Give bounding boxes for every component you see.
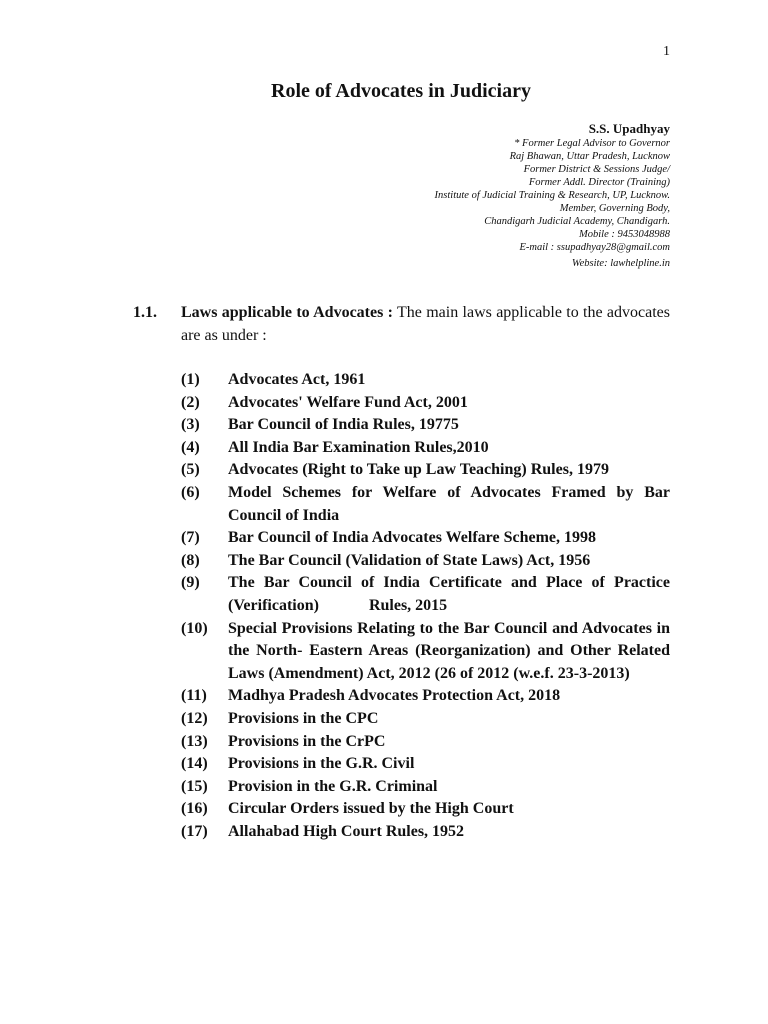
section-header (133, 301, 670, 347)
list-item-number: (3) (181, 416, 200, 434)
list-item-number: (16) (181, 800, 208, 818)
section-paragraph (181, 301, 670, 347)
list-item-text: Circular Orders issued by the High Court (228, 800, 514, 818)
author-website: Website: lawhelpline.in (571, 258, 670, 269)
list-item-text: Provision in the G.R. Criminal (228, 777, 438, 795)
list-item-text (228, 572, 670, 617)
list-item (181, 776, 670, 799)
list-item (181, 821, 670, 844)
list-item-number: (12) (181, 709, 208, 727)
list-item-text: Advocates (Right to Take up Law Teaching) Rules, 1979 (228, 461, 609, 479)
list-item (181, 753, 670, 776)
list-item-number: (10) (181, 619, 208, 637)
list-item-text: Bar Council of India Advocates Welfare Scheme, 1998 (228, 529, 596, 547)
list-item-number: (4) (181, 438, 200, 456)
author-name: S.S. Upadhyay (588, 121, 670, 136)
author-mobile: Mobile : 9453048988 (579, 229, 670, 240)
list-item-text: Provisions in the CrPC (228, 732, 386, 750)
author-block (330, 120, 670, 270)
list-item-number: (11) (181, 687, 207, 705)
list-item (181, 685, 670, 708)
list-item (181, 392, 670, 415)
list-item-number: (2) (181, 393, 200, 411)
list-item (181, 618, 670, 686)
list-item-text: The Bar Council (Validation of State Laws) Act, 1956 (228, 551, 591, 569)
list-item-number: (14) (181, 755, 208, 773)
list-item-text: Model Schemes for Welfare of Advocates Framed by Bar Council of India (228, 483, 670, 524)
list-item-number: (9) (181, 574, 200, 592)
list-item-number: (8) (181, 551, 200, 569)
list-item (181, 798, 670, 821)
laws-list (181, 369, 670, 843)
list-item-text: Bar Council of India Rules, 19775 (228, 416, 459, 434)
list-item (181, 708, 670, 731)
list-item-text: Provisions in the CPC (228, 709, 379, 727)
list-item (181, 414, 670, 437)
list-item (181, 550, 670, 573)
list-item-number: (7) (181, 529, 200, 547)
list-item-text: Allahabad High Court Rules, 1952 (228, 822, 465, 840)
author-email: E-mail : ssupadhyay28@gmail.com (519, 242, 670, 253)
author-credential-line: Chandigarh Judicial Academy, Chandigarh. (484, 216, 670, 227)
list-item-number: (1) (181, 371, 200, 388)
list-item-number: (13) (181, 732, 208, 750)
list-item-text: Provisions in the G.R. Civil (228, 755, 415, 773)
list-item (181, 527, 670, 550)
author-credential-line: Member, Governing Body, (559, 203, 670, 214)
list-item-text-part: Rules, 2015 (368, 596, 448, 614)
list-item-number: (6) (181, 483, 200, 501)
list-item (181, 482, 670, 527)
list-item (181, 459, 670, 482)
list-item-number: (15) (181, 777, 208, 795)
section-heading: Laws applicable to Advocates : (181, 304, 393, 321)
section-intro-text: The main laws applicable to the advocates are as under : (181, 304, 670, 344)
list-item-number: (17) (181, 822, 208, 840)
page-number: 1 (663, 44, 670, 59)
author-credential-line: Former District & Sessions Judge/ (523, 164, 670, 175)
list-item (181, 437, 670, 460)
section-1-1 (133, 301, 670, 347)
list-item-text: All India Bar Examination Rules,2010 (228, 438, 489, 456)
list-item-text: Advocates' Welfare Fund Act, 2001 (228, 393, 468, 411)
list-item-text: Special Provisions Relating to the Bar Council and Advocates in the North- Eastern Areas (Reorganization) and Other Related Laws (Amendment) Act, 2012 (26 of 2012 (w.e.f. 23-3-2013) (228, 619, 670, 682)
list-item-number: (5) (181, 461, 200, 479)
author-credential-line: Institute of Judicial Training & Research, UP, Lucknow. (434, 190, 670, 201)
author-credential-line: * Former Legal Advisor to Governor (514, 138, 670, 149)
section-number: 1.1. (133, 304, 157, 321)
list-item (181, 731, 670, 754)
author-credential-line: Former Addl. Director (Training) (528, 177, 670, 188)
list-item-text: Madhya Pradesh Advocates Protection Act, 2018 (228, 687, 561, 705)
author-credential-line: Raj Bhawan, Uttar Pradesh, Lucknow (509, 151, 670, 162)
list-item-text: Advocates Act, 1961 (228, 371, 366, 388)
list-item (181, 369, 670, 392)
page-title: Role of Advocates in Judiciary (271, 80, 531, 102)
list-item (181, 572, 670, 617)
list-item-text-part: The Bar Council of India Certificate and Place of Practice (Verification) (228, 574, 670, 614)
